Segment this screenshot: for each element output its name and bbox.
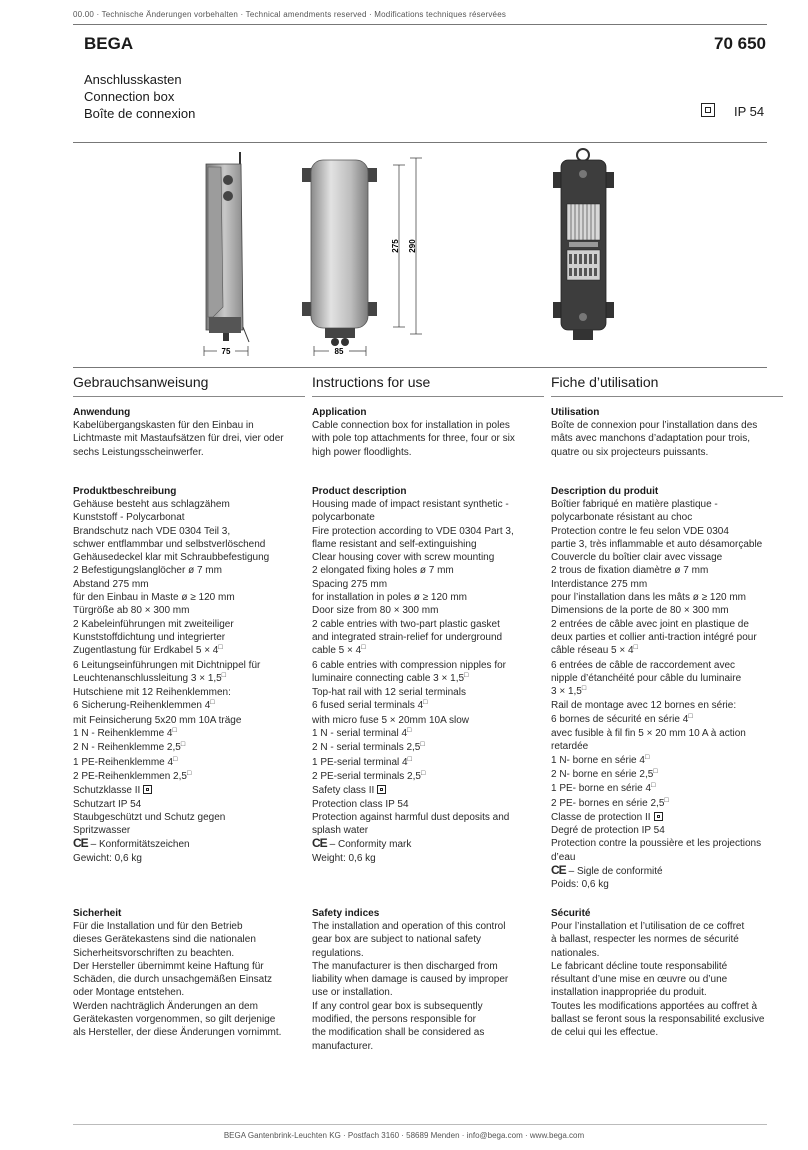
text-line: 1 PE- borne en série 4□: [551, 782, 656, 795]
column-english: [312, 373, 544, 1052]
text-line: 2 cable entries with two-part plastic gasket: [312, 618, 500, 630]
text-line: als Hersteller, der diese Änderungen vornimmt.: [73, 1027, 282, 1039]
text-line: Classe de protection II: [551, 811, 783, 824]
text-line: Protection contre le feu selon VDE 0304: [551, 525, 729, 537]
section-title: Description du produit: [551, 486, 659, 497]
text-line: schwer entflammbar und selbstverlöschend: [73, 538, 266, 550]
text-line: Für die Installation und für den Betrieb: [73, 921, 243, 932]
text-line: 2 PE-Reihenklemmen 2,5□: [73, 769, 192, 782]
title-de: Anschlusskasten: [84, 72, 182, 87]
text-line: and integrated strain-relief for underground: [312, 631, 503, 643]
text-line: 1 PE-Reihenklemme 4□: [73, 755, 178, 768]
square-superscript: □: [420, 769, 426, 777]
text-line: If any control gear box is subsequently: [312, 1000, 483, 1012]
open-view: [553, 149, 614, 340]
text-line: Interdistance 275 mm: [551, 578, 648, 590]
section-body: [312, 498, 544, 865]
square-superscript: □: [361, 644, 366, 652]
text-line: 2 N - Reihenklemme 2,5□: [73, 741, 186, 754]
text-line: Protection class IP 54: [312, 798, 409, 810]
figure-bottom-rule: [73, 367, 767, 368]
square-superscript: □: [464, 671, 469, 679]
square-superscript: □: [218, 644, 223, 652]
column-german: [73, 373, 305, 1039]
text-line: Safety class II: [312, 784, 544, 797]
section-title: Product description: [312, 486, 407, 497]
section-body: [312, 419, 544, 459]
text-line: 2 Befestigungslanglöcher ø 7 mm: [73, 565, 222, 577]
text-line: Gehäusedeckel klar mit Schraubbefestigung: [73, 552, 270, 564]
square-superscript: □: [423, 699, 428, 707]
text-line: Rail de montage avec 12 bornes en série:: [551, 700, 737, 712]
square-superscript: □: [407, 755, 412, 763]
safety-section: [551, 907, 783, 1040]
text-line: liability when damage is caused by improper: [312, 974, 509, 986]
text-line: Fire protection according to VDE 0304 Part 3,: [312, 525, 514, 537]
section-title: Sécurité: [551, 908, 591, 919]
text-line: 2 elongated fixing holes ø 7 mm: [312, 565, 454, 577]
text-line: 1 N - serial terminal 4□: [312, 727, 412, 740]
text-line: Türgröße ab 80 × 300 mm: [73, 605, 190, 617]
text-line: for installation in poles ø ≥ 120 mm: [312, 592, 467, 604]
product-section: [73, 485, 305, 865]
text-line: Pour l’installation et l’utilisation de ce coffret: [551, 921, 745, 932]
application-section: [73, 406, 305, 459]
text-line: de celui qui les effectue.: [551, 1027, 659, 1039]
front-view: [302, 160, 377, 346]
footer-rule: [73, 1124, 767, 1125]
text-line: Weight: 0,6 kg: [312, 852, 376, 864]
text-line: cable 5 × 4□: [312, 644, 366, 657]
text-line: use or installation.: [312, 987, 393, 999]
text-line: nipple d’étanchéité pour câble du luminaire: [551, 672, 742, 684]
text-line: the modification shall be considered as: [312, 1027, 485, 1039]
text-line: nationales.: [551, 947, 600, 959]
text-line: CE – Sigle de conformité: [551, 863, 663, 878]
footer-address: BEGA Gantenbrink-Leuchten KG · Postfach 3160 · 58689 Menden · info@bega.com · www.bega.com: [223, 1131, 585, 1140]
text-line: Leuchtenanschlussleitung 3 × 1,5□: [73, 671, 226, 684]
text-line: deux parties et collier anti-traction intégré pour: [551, 631, 757, 643]
application-section: [551, 406, 783, 459]
text-line: polycarbonate: [312, 512, 375, 524]
section-title: Sicherheit: [73, 908, 122, 919]
product-section: [551, 485, 783, 892]
text-line: Sicherheitsvorschriften zu beachten.: [73, 947, 235, 959]
column-heading: Fiche d’utilisation: [551, 373, 783, 397]
section-body: [73, 419, 305, 459]
text-line: Schäden, die durch unsachgemäßen Einsatz: [73, 974, 273, 986]
square-superscript: □: [186, 769, 192, 777]
square-superscript: □: [581, 685, 587, 693]
section-body: [73, 498, 305, 865]
text-line: ballast se feront sous la responsabilité exclusive: [551, 1014, 765, 1026]
text-line: Clear housing cover with screw mounting: [312, 552, 495, 564]
article-number: 70 650: [714, 34, 766, 53]
text-line: Kunststoffdichtung und integrierter: [73, 631, 226, 643]
square-superscript: □: [210, 699, 215, 707]
text-line: Schutzklasse II: [73, 784, 305, 797]
section-title: Application: [312, 407, 367, 418]
text-line: 2 Kabeleinführungen mit zweiteiliger: [73, 618, 234, 630]
text-line: pour l’installation dans les mâts ø ≥ 120 mm: [551, 592, 747, 604]
text-line: Staubgeschützt und Schutz gegen: [73, 811, 226, 823]
brand-name: BEGA: [84, 34, 134, 53]
dim-75: 75: [221, 347, 231, 356]
text-line: 2 trous de fixation diamètre ø 7 mm: [551, 565, 709, 577]
text-line: Cable connection box for installation in poles: [312, 420, 510, 431]
text-line: Le fabricant décline toute responsabilité: [551, 960, 728, 972]
text-line: Brandschutz nach VDE 0304 Teil 3,: [73, 525, 231, 537]
section-body: [551, 498, 783, 892]
ip-rating: IP 54: [734, 104, 765, 119]
section-title: Produktbeschreibung: [73, 486, 177, 497]
square-superscript: □: [633, 644, 638, 652]
text-line: Spacing 275 mm: [312, 578, 388, 590]
text-line: polycarbonate résistant au choc: [551, 512, 693, 524]
section-title: Utilisation: [551, 407, 600, 418]
text-line: 2 PE-serial terminals 2,5□: [312, 769, 426, 782]
product-drawing: [73, 142, 767, 367]
dim-85: 85: [334, 347, 344, 356]
text-line: Spritzwasser: [73, 825, 131, 837]
section-title: Anwendung: [73, 407, 131, 418]
text-line: 6 Leitungseinführungen mit Dichtnippel für: [73, 659, 261, 671]
text-line: dieses Gerätekastens sind die nationalen: [73, 934, 256, 946]
text-line: Zugentlastung für Erdkabel 5 × 4□: [73, 644, 223, 657]
text-line: quatre ou six projecteurs puissants.: [551, 446, 709, 458]
column-heading: Gebrauchsanweisung: [73, 373, 305, 397]
text-line: Protection against harmful dust deposits and: [312, 811, 510, 823]
text-line: Der Hersteller übernimmt keine Haftung für: [73, 960, 264, 972]
text-line: 2 PE- bornes en série 2,5□: [551, 796, 669, 809]
safety-section: [73, 907, 305, 1040]
column-french: [551, 373, 783, 1039]
text-line: Poids: 0,6 kg: [551, 879, 609, 891]
text-line: Gehäuse besteht aus schlagzähem: [73, 499, 230, 510]
text-line: für den Einbau in Maste ø ≥ 120 mm: [73, 592, 235, 604]
text-line: Gerätekasten vorgenommen, so gilt derjenige: [73, 1014, 276, 1026]
square-superscript: □: [644, 753, 650, 761]
text-line: Kunststoff - Polycarbonat: [73, 512, 185, 524]
section-body: [551, 419, 783, 459]
section-body: [312, 920, 544, 1053]
text-line: Kabelübergangskasten für den Einbau in: [73, 420, 254, 431]
text-line: modified, the persons responsible for: [312, 1014, 476, 1026]
text-line: Dimensions de la porte de 80 × 300 mm: [551, 605, 729, 617]
text-line: gear box are subject to national safety: [312, 934, 481, 946]
header-rule: [73, 24, 767, 25]
protection-class-ii-icon: [654, 812, 663, 821]
text-line: Abstand 275 mm: [73, 578, 149, 590]
text-line: 2 N - serial terminals 2,5□: [312, 741, 425, 754]
product-titles: [84, 71, 195, 122]
square-superscript: □: [173, 755, 178, 763]
text-line: avec fusible à fil fin 5 × 20 mm 10 A à action: [551, 728, 746, 740]
drawing-svg: [73, 142, 767, 367]
square-superscript: □: [180, 741, 186, 749]
text-line: Housing made of impact resistant synthetic -: [312, 499, 509, 510]
text-line: Lichtmaste mit Mastaufsätzen für drei, vier oder: [73, 433, 284, 445]
text-line: partie 3, très inflammable et auto désamorçable: [551, 538, 763, 550]
square-superscript: □: [407, 727, 412, 735]
ce-mark-icon: CE: [73, 836, 88, 851]
text-line: Door size from 80 × 300 mm: [312, 605, 439, 617]
section-body: [551, 920, 783, 1040]
protection-class-ii-icon: [377, 785, 386, 794]
text-line: Werden nachträglich Änderungen an dem: [73, 1000, 258, 1012]
square-superscript: □: [221, 671, 226, 679]
text-line: 6 bornes de sécurité en série 4□: [551, 712, 693, 725]
text-line: résultant d’une mise en œuvre ou d’une: [551, 974, 728, 986]
text-line: manufacturer.: [312, 1040, 374, 1052]
text-line: sechs Leistungsscheinwerfer.: [73, 446, 204, 458]
section-title: Safety indices: [312, 908, 380, 919]
text-line: 6 Sicherung-Reihenklemmen 4□: [73, 699, 215, 712]
ce-mark-icon: CE: [551, 863, 566, 878]
text-line: mâts avec manchons d’adaptation pour trois,: [551, 433, 750, 445]
text-line: luminaire connecting cable 3 × 1,5□: [312, 671, 469, 684]
side-view: [206, 152, 249, 342]
text-line: 1 N - Reihenklemme 4□: [73, 727, 177, 740]
square-superscript: □: [651, 782, 656, 790]
text-line: splash water: [312, 825, 369, 837]
text-line: à ballast, respecter les normes de sécurité: [551, 934, 739, 946]
text-line: 3 × 1,5□: [551, 685, 587, 698]
text-line: high power floodlights.: [312, 446, 412, 458]
text-line: regulations.: [312, 947, 364, 959]
text-line: flame resistant and self-extinguishing: [312, 538, 477, 550]
text-line: Schutzart IP 54: [73, 798, 142, 810]
text-line: Toutes les modifications apportées au coffret à: [551, 1000, 758, 1012]
text-line: Couvercle du boîtier clair avec vissage: [551, 552, 723, 564]
text-line: 1 N- borne en série 4□: [551, 753, 650, 766]
text-line: 6 entrées de câble de raccordement avec: [551, 659, 735, 671]
protection-class-ii-icon: [701, 103, 715, 117]
dim-275: 275: [391, 239, 400, 253]
revision-note: 00.00 · Technische Änderungen vorbehalten · Technical amendments reserved · Modifications techniques réservées: [73, 10, 507, 19]
text-line: oder Montage entstehen.: [73, 987, 185, 999]
square-superscript: □: [172, 727, 177, 735]
text-line: The installation and operation of this control: [312, 921, 506, 932]
text-line: 2 N- borne en série 2,5□: [551, 767, 658, 780]
text-line: câble réseau 5 × 4□: [551, 644, 638, 657]
text-line: CE – Konformitätszeichen: [73, 836, 190, 851]
square-superscript: □: [653, 767, 658, 775]
column-heading: Instructions for use: [312, 373, 544, 397]
text-line: Gewicht: 0,6 kg: [73, 852, 142, 864]
text-line: 6 cable entries with compression nipples for: [312, 659, 506, 671]
dim-290: 290: [408, 239, 417, 253]
text-line: with pole top attachments for three, four or six: [312, 433, 515, 445]
protection-class-ii-icon: [143, 785, 152, 794]
text-line: CE – Conformity mark: [312, 836, 412, 851]
text-line: d’eau: [551, 851, 576, 863]
square-superscript: □: [420, 741, 425, 749]
safety-section: [312, 907, 544, 1053]
text-line: Top-hat rail with 12 serial terminals: [312, 687, 466, 699]
text-line: 1 PE-serial terminal 4□: [312, 755, 412, 768]
square-superscript: □: [664, 796, 669, 804]
application-section: [312, 406, 544, 459]
text-line: installation inappropriée du produit.: [551, 987, 707, 999]
text-line: 6 fused serial terminals 4□: [312, 699, 428, 712]
text-line: The manufacturer is then discharged from: [312, 960, 498, 972]
title-fr: Boîte de connexion: [84, 106, 196, 121]
text-line: 2 entrées de câble avec joint en plastique de: [551, 618, 749, 630]
text-line: Hutschiene mit 12 Reihenklemmen:: [73, 687, 231, 699]
title-en: Connection box: [84, 89, 175, 104]
text-line: retardée: [551, 741, 589, 753]
section-body: [73, 920, 305, 1040]
text-line: Boîte de connexion pour l’installation dans des: [551, 420, 758, 431]
text-line: Protection contre la poussière et les projections: [551, 838, 762, 850]
text-line: Degré de protection IP 54: [551, 825, 665, 837]
text-line: Boîtier fabriqué en matière plastique -: [551, 499, 718, 510]
text-line: mit Feinsicherung 5x20 mm 10A träge: [73, 714, 242, 726]
square-superscript: □: [688, 712, 693, 720]
ce-mark-icon: CE: [312, 836, 327, 851]
product-section: [312, 485, 544, 865]
text-line: with micro fuse 5 × 20mm 10A slow: [312, 714, 470, 726]
